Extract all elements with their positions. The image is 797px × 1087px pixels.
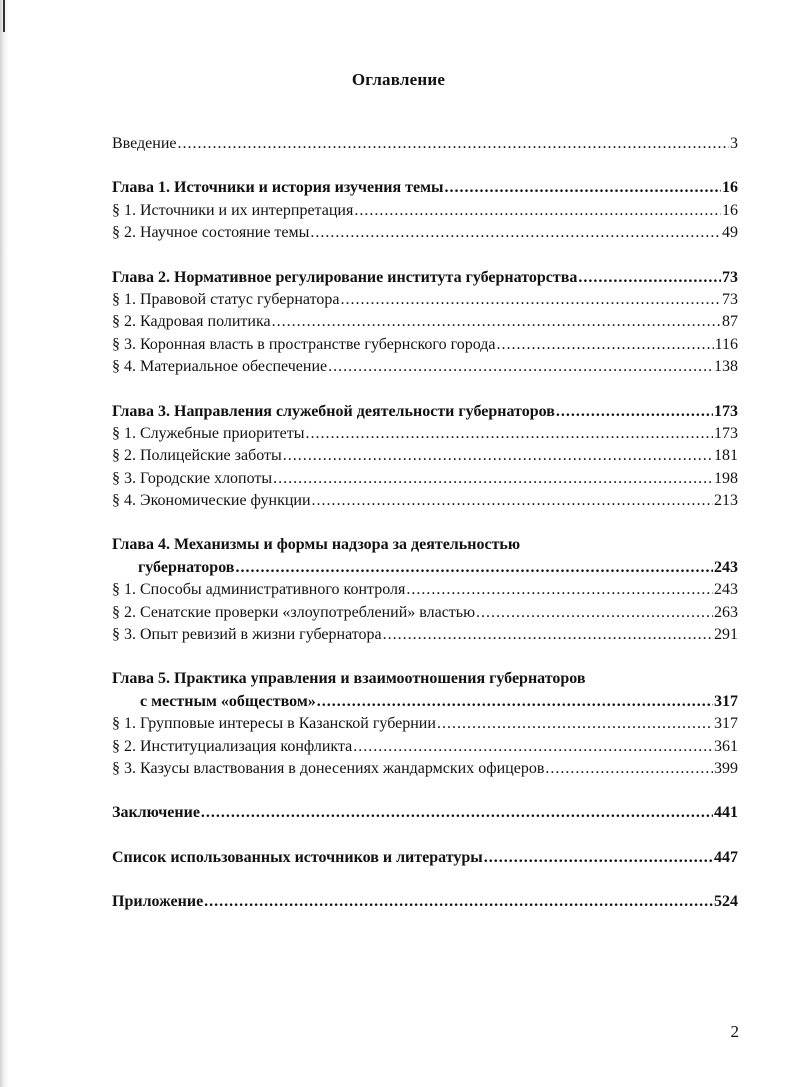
toc-entry-page: 263 xyxy=(714,603,738,621)
section-gap xyxy=(112,247,738,269)
leader-dots xyxy=(437,715,713,733)
section-gap xyxy=(112,514,738,536)
toc-chapter-entry[interactable] xyxy=(112,893,738,915)
toc-entry-page: 173 xyxy=(714,402,738,420)
toc-entry-label: губернаторов xyxy=(138,558,235,576)
leader-dots xyxy=(272,313,721,331)
toc-chapter-entry[interactable] xyxy=(112,179,738,201)
leader-dots xyxy=(310,224,721,242)
toc-entry-page: 116 xyxy=(714,335,738,353)
toc-entry-page: 73 xyxy=(722,268,738,286)
toc-entry-page: 291 xyxy=(714,626,738,644)
toc-section-entry[interactable] xyxy=(112,313,738,335)
toc-entry-label: Заключение xyxy=(112,804,200,822)
toc-chapter-title: Глава 5. Практика управления и взаимоотношения губернаторов xyxy=(112,670,586,688)
toc-section-entry[interactable] xyxy=(112,358,738,380)
toc-entry-label: § 3. Опыт ревизий в жизни губернатора xyxy=(112,626,382,644)
toc-entry-page: 87 xyxy=(722,313,738,331)
toc-entry-label: Введение xyxy=(112,135,177,152)
toc-entry-page: 441 xyxy=(714,804,738,822)
leader-dots xyxy=(445,179,721,197)
toc-entry-page: 213 xyxy=(714,492,738,510)
toc-entry-label: Список использованных источников и литературы xyxy=(112,848,483,866)
toc-section-entry[interactable] xyxy=(112,626,738,648)
toc-entry-label: § 1. Правовой статус губернатора xyxy=(112,290,340,308)
leader-dots xyxy=(340,291,721,309)
toc-entry-page: 317 xyxy=(714,692,738,710)
leader-dots xyxy=(235,559,713,577)
section-gap xyxy=(112,827,738,849)
leader-dots xyxy=(354,202,721,220)
toc-entry-page: 399 xyxy=(714,759,738,777)
section-gap xyxy=(112,157,738,179)
leader-dots xyxy=(497,336,714,354)
toc-entry-label: § 3. Коронная власть в пространстве губернского города xyxy=(112,335,496,353)
toc-chapter-multiline[interactable] xyxy=(112,670,738,715)
leader-dots xyxy=(317,693,713,711)
toc-section-entry[interactable] xyxy=(112,760,738,782)
toc-entry-page: 317 xyxy=(714,715,738,733)
leader-dots xyxy=(178,135,730,153)
toc-chapter-title: Глава 4. Механизмы и формы надзора за деятельностью xyxy=(112,536,521,554)
section-gap xyxy=(112,871,738,893)
page-title: Оглавление xyxy=(351,70,446,89)
toc-entry-label: § 2. Сенатские проверки «злоупотреблений» властью xyxy=(112,603,476,621)
toc-entry-label: Глава 3. Направления служебной деятельности губернаторов xyxy=(112,402,555,420)
leader-dots xyxy=(204,893,713,911)
toc-section-entry[interactable] xyxy=(112,447,738,469)
toc-chapter-entry[interactable] xyxy=(112,269,738,291)
leader-dots xyxy=(201,804,713,822)
toc-entry-label: § 2. Научное состояние темы xyxy=(112,224,310,242)
toc-entry-label: § 1. Служебные приоритеты xyxy=(112,424,305,442)
toc-entry-page: 73 xyxy=(722,290,738,308)
toc-entry-page: 173 xyxy=(714,424,738,442)
toc-entry-label: § 4. Экономические функции xyxy=(112,492,311,510)
toc-section-entry[interactable] xyxy=(112,224,738,246)
leader-dots xyxy=(353,738,713,756)
toc-entry-label: § 1. Способы административного контроля xyxy=(112,581,406,599)
leader-dots xyxy=(273,470,713,488)
section-gap xyxy=(112,381,738,403)
toc-entry-page: 138 xyxy=(714,358,738,376)
toc-entry-page: 16 xyxy=(722,201,738,219)
toc-entry-label: § 3. Казусы властвования в донесениях жандармских офицеров xyxy=(112,759,545,777)
toc-entry-page: 447 xyxy=(714,848,738,866)
toc-section-entry[interactable] xyxy=(112,492,738,514)
toc-section-entry[interactable] xyxy=(112,604,738,626)
toc-entry-label: Глава 2. Нормативное регулирование института губернаторства xyxy=(112,268,578,286)
toc-entry-page: 243 xyxy=(714,558,738,576)
leader-dots xyxy=(556,403,713,421)
toc-chapter-continuation xyxy=(112,559,738,581)
toc-section-entry[interactable] xyxy=(112,425,738,447)
toc-entry-label: Глава 1. Источники и история изучения темы xyxy=(112,179,444,197)
toc-entry-page: 198 xyxy=(714,469,738,487)
leader-dots xyxy=(476,604,713,622)
toc-entry-page: 16 xyxy=(722,179,738,197)
toc-entry-label: § 1. Источники и их интерпретация xyxy=(112,201,354,219)
toc-entry-page: 524 xyxy=(714,893,738,911)
toc-entry-label: § 2. Полицейские заботы xyxy=(112,447,282,465)
toc-section-entry[interactable] xyxy=(112,291,738,313)
section-gap xyxy=(112,782,738,804)
toc-entry-label: с местным «обществом» xyxy=(140,692,316,710)
page-number: 2 xyxy=(730,1022,739,1041)
leader-dots xyxy=(283,447,713,465)
leader-dots xyxy=(383,626,713,644)
leader-dots xyxy=(545,760,713,778)
leader-dots xyxy=(406,581,713,599)
leader-dots xyxy=(484,849,713,867)
toc-entry-label: § 1. Групповые интересы в Казанской губернии xyxy=(112,715,436,733)
leader-dots xyxy=(578,269,721,287)
toc-chapter-entry[interactable] xyxy=(112,403,738,425)
toc-section-entry[interactable] xyxy=(112,336,738,358)
toc-chapter-entry[interactable] xyxy=(112,804,738,826)
toc-entry-label: § 4. Материальное обеспечение xyxy=(112,358,328,376)
toc-entry-page: 3 xyxy=(730,135,738,152)
toc-entry-page: 181 xyxy=(714,447,738,465)
toc-chapter-entry[interactable] xyxy=(112,849,738,871)
toc-entry-label: § 2. Кадровая политика xyxy=(112,313,271,331)
toc-section-entry[interactable] xyxy=(112,715,738,737)
toc-entry-label: Приложение xyxy=(112,893,204,911)
toc-chapter-multiline[interactable] xyxy=(112,536,738,581)
scan-edge-shadow xyxy=(0,0,8,1087)
table-of-contents xyxy=(112,135,738,916)
toc-entry-page: 243 xyxy=(714,581,738,599)
leader-dots xyxy=(305,425,713,443)
toc-chapter-continuation xyxy=(112,693,738,715)
leader-dots xyxy=(328,358,713,376)
leader-dots xyxy=(312,492,713,510)
scan-margin-mark xyxy=(3,0,5,32)
toc-entry-page: 361 xyxy=(714,737,738,755)
toc-section-entry[interactable] xyxy=(112,135,738,157)
toc-section-entry[interactable] xyxy=(112,581,738,603)
section-gap xyxy=(112,648,738,670)
toc-section-entry[interactable] xyxy=(112,470,738,492)
toc-section-entry[interactable] xyxy=(112,738,738,760)
toc-entry-page: 49 xyxy=(722,224,738,242)
toc-section-entry[interactable] xyxy=(112,202,738,224)
toc-entry-label: § 3. Городские хлопоты xyxy=(112,469,273,487)
toc-entry-label: § 2. Институциализация конфликта xyxy=(112,737,353,755)
